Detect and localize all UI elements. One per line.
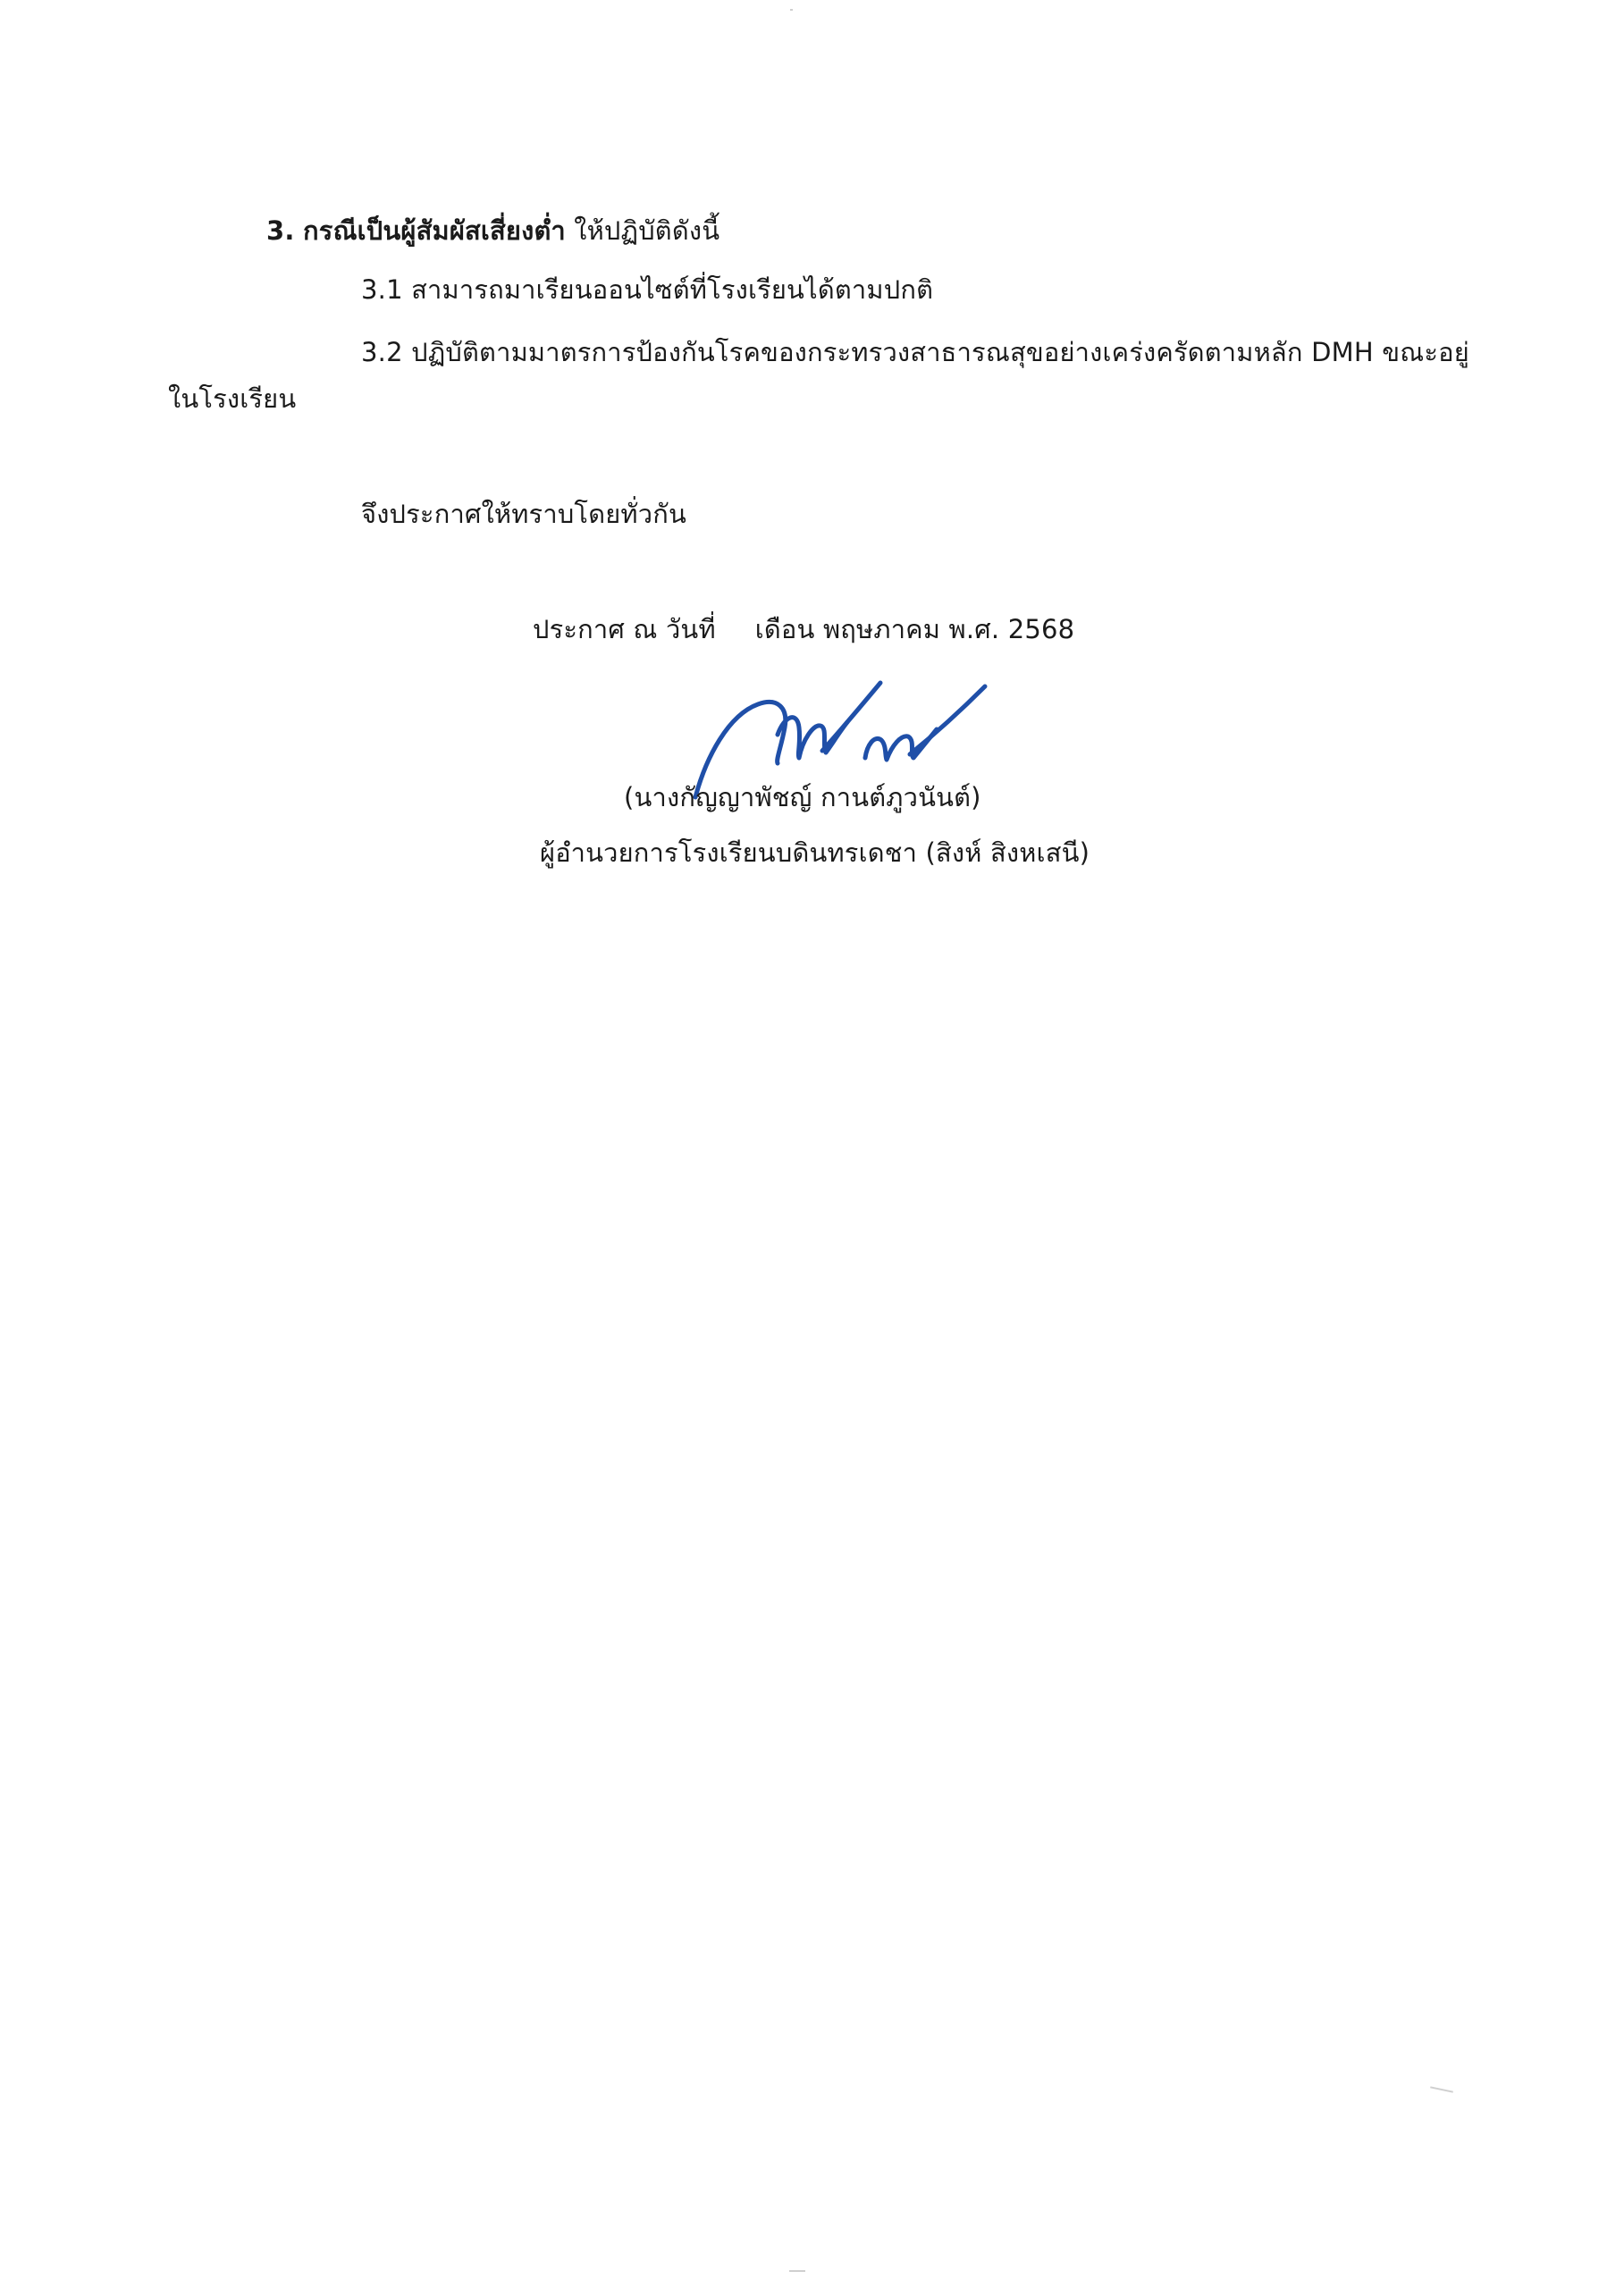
signature-stroke (778, 718, 847, 758)
section-3-title: กรณีเป็นผู้สัมผัสเสี่ยงต่ำ (303, 215, 566, 246)
scan-speck (789, 2270, 805, 2272)
date-prefix: ประกาศ ณ วันที่ (533, 614, 716, 644)
date-suffix: เดือน พฤษภาคม พ.ศ. 2568 (754, 614, 1075, 644)
item-3-2: 3.2 ปฏิบัติตามมาตรการป้องกันโรคของกระทรวงสาธารณสุขอย่างเคร่งครัดตามหลัก DMH ขณะอยู่ (361, 337, 1469, 367)
signer-position: ผู้อำนวยการโรงเรียนบดินทรเดชา (สิงห์ สิงหเสนี) (540, 837, 1090, 868)
signer-name: (นางกัญญาพัชญ์ กานต์ภูวนันต์) (624, 782, 981, 812)
announcement-date (533, 611, 1074, 647)
signature-stroke (910, 686, 985, 754)
scan-speck (1430, 2086, 1453, 2092)
section-3-instruction: ให้ปฏิบัติดังนี้ (574, 215, 720, 246)
signature-stroke (865, 729, 937, 760)
item-3-2-continuation: ในโรงเรียน (168, 383, 297, 414)
section-3-number: 3. (266, 215, 295, 246)
scan-speck (790, 9, 793, 11)
section-3-heading (266, 213, 719, 248)
item-3-1: 3.1 สามารถมาเรียนออนไซต์ที่โรงเรียนได้ตามปกติ (361, 274, 934, 305)
closing-statement: จึงประกาศให้ทราบโดยทั่วกัน (361, 499, 687, 529)
